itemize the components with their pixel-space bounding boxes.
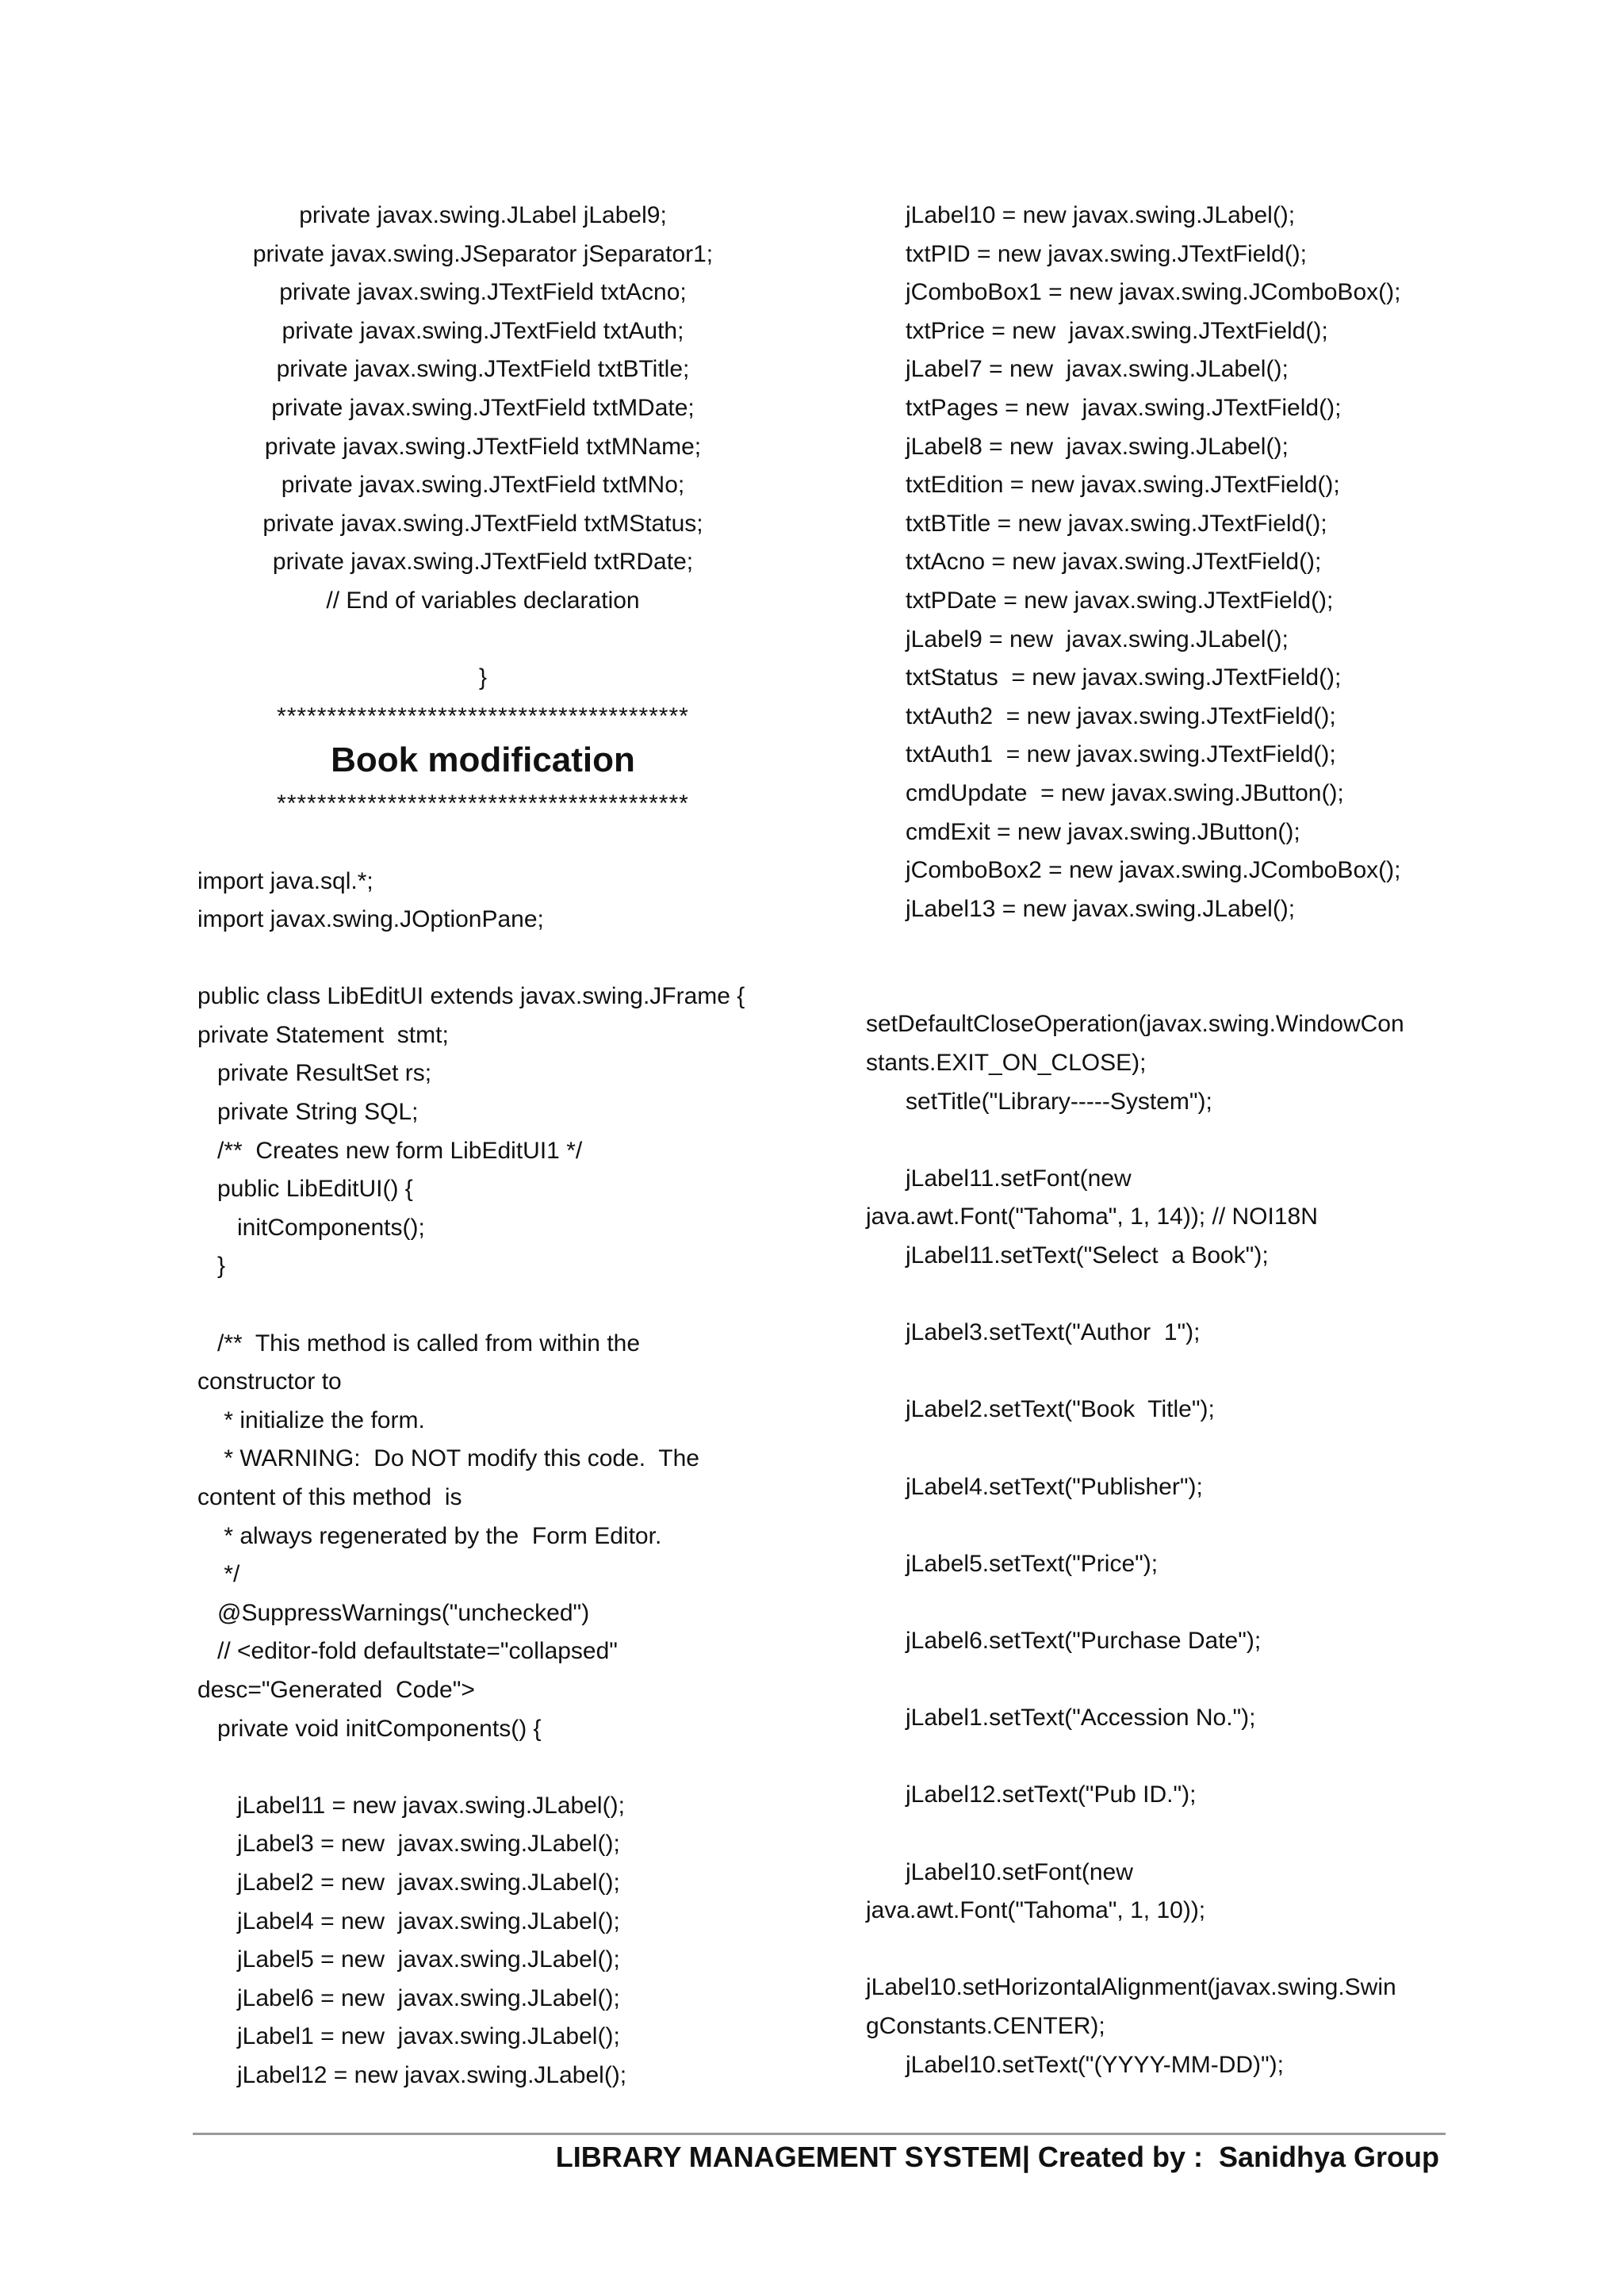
code-line: txtPID = new javax.swing.JTextField(); xyxy=(866,240,1308,267)
code-line xyxy=(866,1661,1469,1700)
code-line: private javax.swing.JTextField txtRDate; xyxy=(272,549,694,576)
code-line: jLabel3.setText("Author 1"); xyxy=(866,1319,1201,1346)
code-line xyxy=(866,1353,1469,1391)
code-line: private javax.swing.JTextField txtAcno; xyxy=(279,279,687,306)
code-line: txtPrice = new javax.swing.JTextField(); xyxy=(866,317,1328,344)
code-line: txtAuth2 = new javax.swing.JTextField(); xyxy=(866,702,1336,729)
code-line: jLabel6.setText("Purchase Date"); xyxy=(866,1627,1262,1654)
code-line xyxy=(866,1429,1469,1468)
code-line: jLabel1 = new javax.swing.JLabel(); xyxy=(197,2023,620,2050)
code-line: /** Creates new form LibEditUI1 */ xyxy=(197,1137,583,1164)
code-line: private javax.swing.JTextField txtMName; xyxy=(264,433,702,460)
code-line: jLabel8 = new javax.swing.JLabel(); xyxy=(866,433,1289,460)
code-line: @SuppressWarnings("unchecked") xyxy=(197,1599,590,1626)
section-heading: Book modification xyxy=(331,740,635,780)
code-line: private javax.swing.JTextField txtBTitle; xyxy=(276,356,690,383)
right-column xyxy=(866,197,1469,2084)
code-line: */ xyxy=(197,1561,240,1588)
class-code-block xyxy=(197,824,768,2095)
code-line xyxy=(197,939,768,978)
code-line: jLabel2 = new javax.swing.JLabel(); xyxy=(197,1869,620,1896)
code-line: gConstants.CENTER); xyxy=(866,2012,1105,2039)
code-line: * always regenerated by the Form Editor. xyxy=(197,1522,662,1549)
code-line: txtStatus = new javax.swing.JTextField(); xyxy=(866,664,1342,691)
code-line xyxy=(197,621,768,660)
code-line xyxy=(197,824,768,863)
code-line: jLabel1.setText("Accession No."); xyxy=(866,1705,1256,1732)
code-line: jLabel9 = new javax.swing.JLabel(); xyxy=(866,626,1289,652)
code-line: txtAuth1 = new javax.swing.JTextField(); xyxy=(866,741,1336,768)
code-line: jLabel11.setText("Select a Book"); xyxy=(866,1242,1269,1269)
code-line: /** This method is called from within the xyxy=(197,1330,641,1357)
code-line: private String SQL; xyxy=(197,1099,419,1126)
code-line: desc="Generated Code"> xyxy=(197,1676,475,1703)
code-line: jLabel5 = new javax.swing.JLabel(); xyxy=(197,1946,620,1973)
code-line xyxy=(866,1815,1469,1854)
init-components-code-block xyxy=(866,197,1469,2084)
code-line: jLabel10 = new javax.swing.JLabel(); xyxy=(866,202,1296,228)
code-line xyxy=(866,967,1469,1006)
code-line: stants.EXIT_ON_CLOSE); xyxy=(866,1050,1147,1077)
code-line xyxy=(866,1583,1469,1622)
code-line: public class LibEditUI extends javax.swing.JFrame { xyxy=(197,983,745,1010)
code-line: jLabel6 = new javax.swing.JLabel(); xyxy=(197,1984,620,2011)
code-line: txtEdition = new javax.swing.JTextField(); xyxy=(866,472,1340,499)
code-line: java.awt.Font("Tahoma", 1, 10)); xyxy=(866,1897,1206,1924)
code-line: txtAcno = new javax.swing.JTextField(); xyxy=(866,549,1322,576)
code-line: jLabel4.setText("Publisher"); xyxy=(866,1473,1203,1500)
code-line: constructor to xyxy=(197,1368,342,1395)
code-line: txtPages = new javax.swing.JTextField(); xyxy=(866,394,1342,421)
code-line: jLabel12.setText("Pub ID."); xyxy=(866,1781,1197,1808)
code-line: * initialize the form. xyxy=(197,1406,425,1433)
code-line: public LibEditUI() { xyxy=(197,1176,413,1203)
code-line: initComponents(); xyxy=(197,1214,425,1241)
code-line: java.awt.Font("Tahoma", 1, 14)); // NOI18N xyxy=(866,1203,1318,1230)
code-line: jLabel7 = new javax.swing.JLabel(); xyxy=(866,356,1289,383)
code-line: } xyxy=(478,664,488,691)
page-footer: LIBRARY MANAGEMENT SYSTEM| Created by : Sanidhya Group xyxy=(555,2141,1439,2173)
code-line: jLabel2.setText("Book Title"); xyxy=(866,1396,1215,1423)
code-line: private void initComponents() { xyxy=(197,1715,542,1742)
code-line xyxy=(197,1748,768,1787)
code-line: private javax.swing.JTextField txtMDate; xyxy=(271,394,695,421)
code-line: cmdUpdate = new javax.swing.JButton(); xyxy=(866,779,1344,806)
code-line: jLabel10.setHorizontalAlignment(javax.swing.Swin xyxy=(866,1974,1396,2001)
code-line: jComboBox2 = new javax.swing.JComboBox(); xyxy=(866,857,1401,884)
code-line: jLabel11 = new javax.swing.JLabel(); xyxy=(197,1792,625,1819)
code-line: jLabel11.setFont(new xyxy=(866,1165,1132,1192)
variable-declarations xyxy=(197,197,768,698)
code-line xyxy=(866,1121,1469,1160)
left-column xyxy=(197,197,768,2095)
code-line: cmdExit = new javax.swing.JButton(); xyxy=(866,818,1300,845)
code-line: private javax.swing.JTextField txtAuth; xyxy=(282,317,684,344)
stars-divider-top: ***************************************** xyxy=(277,702,689,729)
code-line xyxy=(866,1738,1469,1777)
code-line: private ResultSet rs; xyxy=(197,1060,432,1087)
code-line: private javax.swing.JTextField txtMStatus; xyxy=(262,510,703,537)
code-line: jComboBox1 = new javax.swing.JComboBox(); xyxy=(866,279,1401,306)
code-line xyxy=(866,1276,1469,1314)
code-line: private Statement stmt; xyxy=(197,1021,449,1048)
code-line: content of this method is xyxy=(197,1484,462,1510)
code-line: jLabel10.setFont(new xyxy=(866,1858,1133,1885)
code-line: txtPDate = new javax.swing.JTextField(); xyxy=(866,587,1334,614)
code-line: * WARNING: Do NOT modify this code. The xyxy=(197,1445,699,1472)
code-line: jLabel13 = new javax.swing.JLabel(); xyxy=(866,895,1296,922)
code-line: jLabel3 = new javax.swing.JLabel(); xyxy=(197,1831,620,1858)
code-line: jLabel5.setText("Price"); xyxy=(866,1550,1159,1577)
code-line: jLabel10.setText("(YYYY-MM-DD)"); xyxy=(866,2051,1284,2078)
code-line: import javax.swing.JOptionPane; xyxy=(197,906,544,933)
code-line: setTitle("Library-----System"); xyxy=(866,1088,1212,1115)
code-line: setDefaultCloseOperation(javax.swing.WindowCon xyxy=(866,1011,1404,1038)
code-line: } xyxy=(197,1253,226,1280)
code-line: private javax.swing.JLabel jLabel9; xyxy=(299,202,667,228)
code-line: jLabel12 = new javax.swing.JLabel(); xyxy=(197,2061,627,2088)
code-line: txtBTitle = new javax.swing.JTextField(); xyxy=(866,510,1327,537)
code-line xyxy=(866,928,1469,967)
code-line: import java.sql.*; xyxy=(197,867,373,894)
code-line: // End of variables declaration xyxy=(326,587,640,614)
code-line xyxy=(197,1286,768,1325)
code-line xyxy=(866,1506,1469,1545)
footer-divider xyxy=(193,2133,1446,2135)
code-line: jLabel4 = new javax.swing.JLabel(); xyxy=(197,1908,620,1934)
stars-divider-bottom: ***************************************** xyxy=(277,790,689,817)
code-line xyxy=(866,1931,1469,1969)
code-line: // <editor-fold defaultstate="collapsed" xyxy=(197,1638,618,1665)
code-line: private javax.swing.JSeparator jSeparator1; xyxy=(252,240,714,267)
code-line: private javax.swing.JTextField txtMNo; xyxy=(281,472,685,499)
